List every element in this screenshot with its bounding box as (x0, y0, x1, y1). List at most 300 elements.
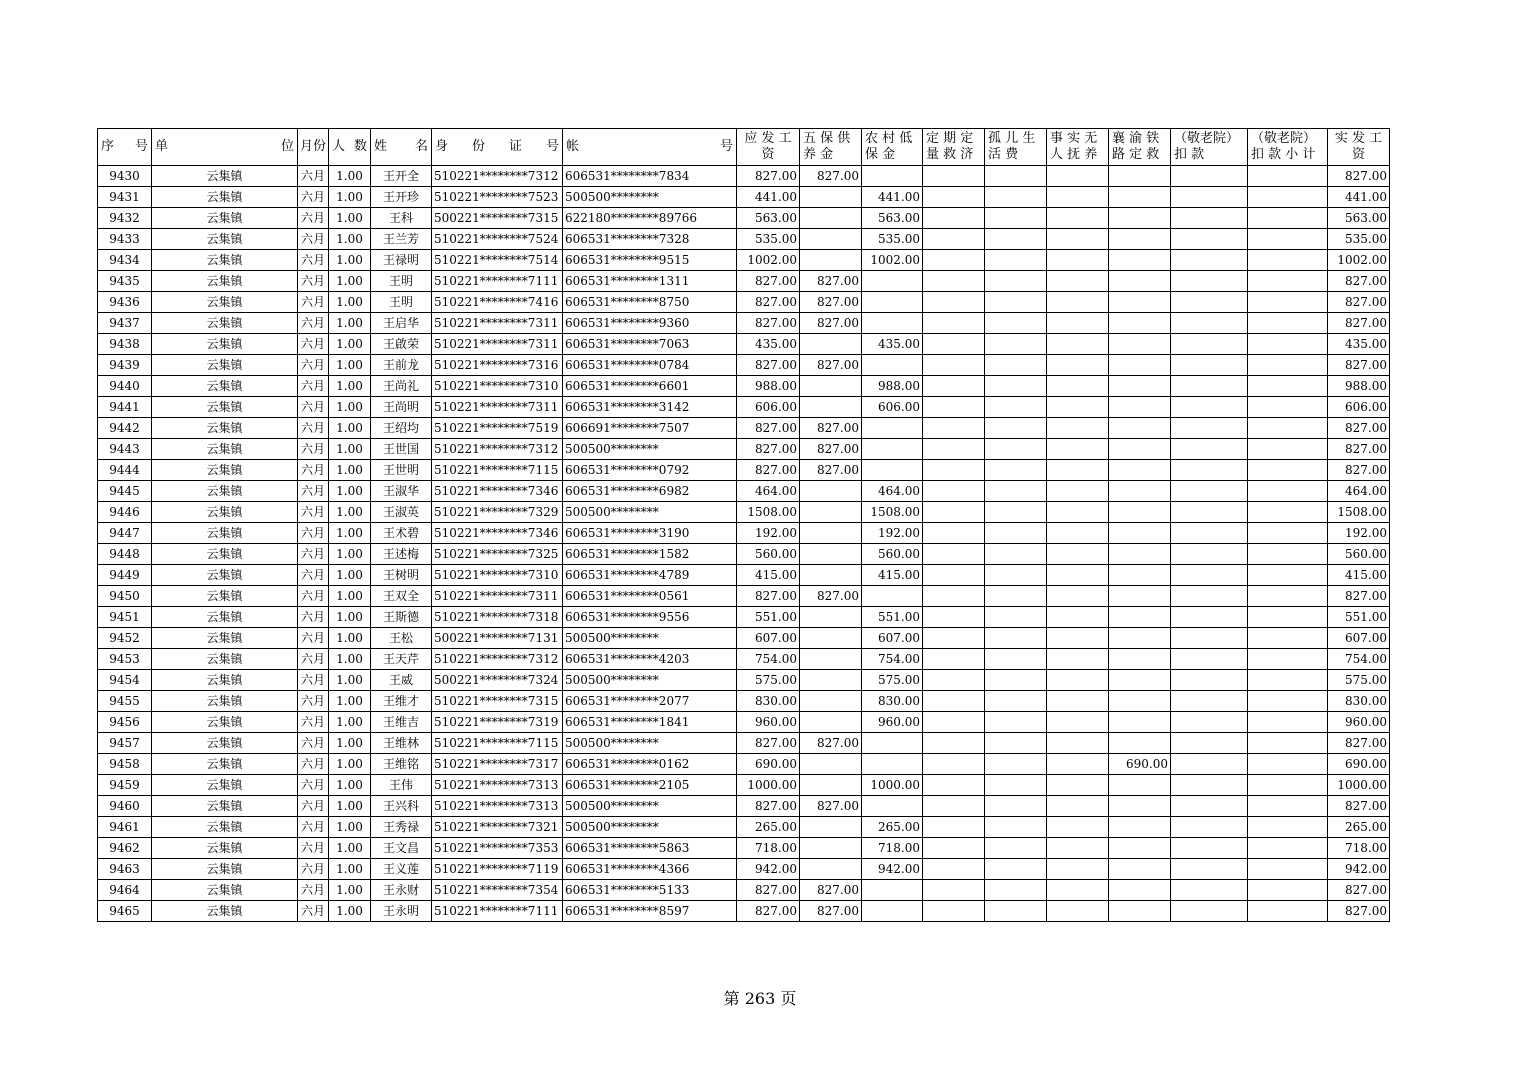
cell-jinglao-subtotal (1248, 607, 1328, 628)
cell-name: 王开全 (371, 166, 432, 187)
cell-guer (985, 460, 1047, 481)
cell-salary: 607.00 (737, 628, 800, 649)
cell-salary: 754.00 (737, 649, 800, 670)
cell-seq: 9433 (98, 229, 152, 250)
cell-shishi (1047, 544, 1109, 565)
cell-dibao (862, 460, 923, 481)
cell-people: 1.00 (329, 670, 371, 691)
cell-account: 606531********6982 (563, 481, 737, 502)
cell-dingliang (923, 880, 985, 901)
cell-account: 500500******** (563, 817, 737, 838)
cell-guer (985, 628, 1047, 649)
cell-shishi (1047, 586, 1109, 607)
cell-month: 六月 (298, 754, 329, 775)
cell-seq: 9437 (98, 313, 152, 334)
cell-account: 606531********9360 (563, 313, 737, 334)
cell-dingliang (923, 649, 985, 670)
cell-salary: 988.00 (737, 376, 800, 397)
cell-shishi (1047, 376, 1109, 397)
cell-name: 王术碧 (371, 523, 432, 544)
cell-unit: 云集镇 (152, 691, 298, 712)
cell-jinglao-subtotal (1248, 691, 1328, 712)
cell-wubao: 827.00 (800, 292, 862, 313)
cell-xiangyu (1109, 544, 1171, 565)
cell-actual: 827.00 (1328, 166, 1390, 187)
cell-jinglao-deduction (1171, 838, 1248, 859)
cell-account: 606531********3190 (563, 523, 737, 544)
cell-seq: 9454 (98, 670, 152, 691)
cell-jinglao-deduction (1171, 376, 1248, 397)
cell-month: 六月 (298, 502, 329, 523)
cell-name: 王尚礼 (371, 376, 432, 397)
cell-shishi (1047, 292, 1109, 313)
cell-unit: 云集镇 (152, 166, 298, 187)
cell-xiangyu (1109, 880, 1171, 901)
cell-id: 510221********7319 (432, 712, 563, 733)
cell-jinglao-deduction (1171, 250, 1248, 271)
relief-payment-table (97, 128, 1390, 922)
cell-jinglao-deduction (1171, 418, 1248, 439)
cell-id: 510221********7321 (432, 817, 563, 838)
cell-guer (985, 250, 1047, 271)
cell-unit: 云集镇 (152, 460, 298, 481)
cell-dingliang (923, 523, 985, 544)
cell-name: 王永财 (371, 880, 432, 901)
cell-people: 1.00 (329, 691, 371, 712)
cell-guer (985, 838, 1047, 859)
cell-name: 王禄明 (371, 250, 432, 271)
cell-actual: 827.00 (1328, 355, 1390, 376)
cell-seq: 9447 (98, 523, 152, 544)
cell-salary: 827.00 (737, 901, 800, 922)
cell-account: 606531********2077 (563, 691, 737, 712)
cell-shishi (1047, 418, 1109, 439)
cell-wubao: 827.00 (800, 355, 862, 376)
cell-actual: 606.00 (1328, 397, 1390, 418)
cell-actual: 1000.00 (1328, 775, 1390, 796)
cell-jinglao-subtotal (1248, 859, 1328, 880)
table-row (98, 901, 1390, 922)
cell-jinglao-subtotal (1248, 523, 1328, 544)
cell-salary: 441.00 (737, 187, 800, 208)
cell-xiangyu (1109, 775, 1171, 796)
cell-account: 606531********0784 (563, 355, 737, 376)
cell-month: 六月 (298, 355, 329, 376)
cell-dingliang (923, 817, 985, 838)
table-row (98, 271, 1390, 292)
cell-month: 六月 (298, 817, 329, 838)
cell-jinglao-deduction (1171, 292, 1248, 313)
cell-jinglao-deduction (1171, 880, 1248, 901)
cell-xiangyu: 690.00 (1109, 754, 1171, 775)
header-shishi: 事 实 无 人 抚 养 (1047, 129, 1109, 166)
cell-month: 六月 (298, 628, 329, 649)
cell-jinglao-subtotal (1248, 649, 1328, 670)
cell-unit: 云集镇 (152, 481, 298, 502)
cell-id: 510221********7313 (432, 775, 563, 796)
cell-people: 1.00 (329, 859, 371, 880)
cell-jinglao-subtotal (1248, 187, 1328, 208)
cell-dingliang (923, 754, 985, 775)
header-dingliang: 定 期 定 量 救 济 (923, 129, 985, 166)
cell-xiangyu (1109, 733, 1171, 754)
cell-account: 606531********4789 (563, 565, 737, 586)
cell-salary: 1508.00 (737, 502, 800, 523)
table-row (98, 859, 1390, 880)
cell-dibao: 415.00 (862, 565, 923, 586)
cell-shishi (1047, 313, 1109, 334)
header-name: 姓 名 (371, 129, 432, 166)
cell-name: 王淑英 (371, 502, 432, 523)
cell-salary: 690.00 (737, 754, 800, 775)
cell-jinglao-subtotal (1248, 271, 1328, 292)
cell-dingliang (923, 691, 985, 712)
cell-jinglao-deduction (1171, 502, 1248, 523)
cell-shishi (1047, 628, 1109, 649)
cell-name: 王启华 (371, 313, 432, 334)
cell-id: 510221********7115 (432, 733, 563, 754)
cell-account: 500500******** (563, 796, 737, 817)
cell-salary: 563.00 (737, 208, 800, 229)
cell-salary: 575.00 (737, 670, 800, 691)
cell-actual: 265.00 (1328, 817, 1390, 838)
cell-wubao: 827.00 (800, 313, 862, 334)
cell-name: 王义莲 (371, 859, 432, 880)
cell-wubao: 827.00 (800, 586, 862, 607)
cell-shishi (1047, 250, 1109, 271)
cell-account: 606531********6601 (563, 376, 737, 397)
cell-id: 500221********7315 (432, 208, 563, 229)
header-actual: 实 发 工 资 (1328, 129, 1390, 166)
cell-month: 六月 (298, 208, 329, 229)
cell-seq: 9449 (98, 565, 152, 586)
cell-account: 500500******** (563, 733, 737, 754)
cell-jinglao-deduction (1171, 649, 1248, 670)
cell-month: 六月 (298, 397, 329, 418)
cell-salary: 827.00 (737, 166, 800, 187)
cell-salary: 435.00 (737, 334, 800, 355)
cell-actual: 415.00 (1328, 565, 1390, 586)
cell-month: 六月 (298, 796, 329, 817)
cell-seq: 9445 (98, 481, 152, 502)
cell-jinglao-subtotal (1248, 418, 1328, 439)
cell-unit: 云集镇 (152, 502, 298, 523)
cell-xiangyu (1109, 712, 1171, 733)
cell-unit: 云集镇 (152, 187, 298, 208)
cell-jinglao-deduction (1171, 607, 1248, 628)
cell-wubao (800, 187, 862, 208)
cell-guer (985, 544, 1047, 565)
cell-name: 王斯德 (371, 607, 432, 628)
cell-actual: 1508.00 (1328, 502, 1390, 523)
cell-actual: 551.00 (1328, 607, 1390, 628)
table-row (98, 523, 1390, 544)
cell-jinglao-subtotal (1248, 229, 1328, 250)
cell-dingliang (923, 586, 985, 607)
cell-id: 510221********7316 (432, 355, 563, 376)
cell-id: 510221********7329 (432, 502, 563, 523)
cell-shishi (1047, 502, 1109, 523)
cell-guer (985, 397, 1047, 418)
cell-wubao (800, 754, 862, 775)
cell-seq: 9439 (98, 355, 152, 376)
cell-wubao: 827.00 (800, 901, 862, 922)
cell-dingliang (923, 544, 985, 565)
cell-seq: 9461 (98, 817, 152, 838)
cell-unit: 云集镇 (152, 376, 298, 397)
cell-account: 622180********89766 (563, 208, 737, 229)
cell-unit: 云集镇 (152, 712, 298, 733)
cell-dingliang (923, 712, 985, 733)
cell-seq: 9457 (98, 733, 152, 754)
cell-people: 1.00 (329, 313, 371, 334)
cell-account: 500500******** (563, 670, 737, 691)
cell-people: 1.00 (329, 880, 371, 901)
table-row (98, 229, 1390, 250)
cell-id: 510221********7311 (432, 397, 563, 418)
cell-account: 606531********0792 (563, 460, 737, 481)
cell-unit: 云集镇 (152, 544, 298, 565)
cell-salary: 192.00 (737, 523, 800, 544)
cell-shishi (1047, 754, 1109, 775)
cell-account: 606531********2105 (563, 775, 737, 796)
cell-jinglao-deduction (1171, 817, 1248, 838)
cell-jinglao-subtotal (1248, 502, 1328, 523)
cell-guer (985, 712, 1047, 733)
table-row (98, 775, 1390, 796)
cell-dingliang (923, 208, 985, 229)
cell-dibao: 718.00 (862, 838, 923, 859)
cell-seq: 9451 (98, 607, 152, 628)
cell-seq: 9441 (98, 397, 152, 418)
cell-guer (985, 607, 1047, 628)
header-dibao: 农 村 低 保 金 (862, 129, 923, 166)
cell-account: 606531********4203 (563, 649, 737, 670)
cell-xiangyu (1109, 502, 1171, 523)
cell-salary: 718.00 (737, 838, 800, 859)
cell-id: 510221********7354 (432, 880, 563, 901)
cell-unit: 云集镇 (152, 649, 298, 670)
cell-dingliang (923, 502, 985, 523)
cell-seq: 9455 (98, 691, 152, 712)
cell-seq: 9463 (98, 859, 152, 880)
cell-actual: 960.00 (1328, 712, 1390, 733)
cell-guer (985, 523, 1047, 544)
cell-dibao (862, 901, 923, 922)
header-salary: 应 发 工 资 (737, 129, 800, 166)
table-row (98, 796, 1390, 817)
cell-account: 606531********8597 (563, 901, 737, 922)
cell-id: 500221********7131 (432, 628, 563, 649)
cell-jinglao-subtotal (1248, 733, 1328, 754)
cell-unit: 云集镇 (152, 271, 298, 292)
cell-xiangyu (1109, 208, 1171, 229)
cell-shishi (1047, 271, 1109, 292)
cell-account: 606531********3142 (563, 397, 737, 418)
cell-account: 606531********7063 (563, 334, 737, 355)
cell-dingliang (923, 565, 985, 586)
cell-jinglao-subtotal (1248, 376, 1328, 397)
cell-dibao (862, 439, 923, 460)
cell-jinglao-deduction (1171, 565, 1248, 586)
cell-xiangyu (1109, 670, 1171, 691)
cell-jinglao-deduction (1171, 481, 1248, 502)
cell-actual: 754.00 (1328, 649, 1390, 670)
cell-seq: 9465 (98, 901, 152, 922)
cell-id: 510221********7312 (432, 166, 563, 187)
cell-salary: 827.00 (737, 439, 800, 460)
cell-people: 1.00 (329, 187, 371, 208)
cell-id: 510221********7311 (432, 334, 563, 355)
cell-name: 王世国 (371, 439, 432, 460)
cell-dibao (862, 586, 923, 607)
cell-seq: 9436 (98, 292, 152, 313)
cell-month: 六月 (298, 670, 329, 691)
cell-id: 510221********7312 (432, 649, 563, 670)
table-row (98, 250, 1390, 271)
cell-month: 六月 (298, 166, 329, 187)
cell-unit: 云集镇 (152, 355, 298, 376)
cell-id: 510221********7115 (432, 460, 563, 481)
cell-dibao: 551.00 (862, 607, 923, 628)
cell-name: 王尚明 (371, 397, 432, 418)
cell-jinglao-deduction (1171, 166, 1248, 187)
cell-seq: 9430 (98, 166, 152, 187)
cell-dingliang (923, 796, 985, 817)
cell-wubao: 827.00 (800, 439, 862, 460)
cell-unit: 云集镇 (152, 208, 298, 229)
cell-salary: 827.00 (737, 460, 800, 481)
cell-shishi (1047, 733, 1109, 754)
cell-jinglao-deduction (1171, 208, 1248, 229)
table-row (98, 691, 1390, 712)
cell-jinglao-subtotal (1248, 565, 1328, 586)
cell-shishi (1047, 523, 1109, 544)
cell-people: 1.00 (329, 208, 371, 229)
cell-jinglao-deduction (1171, 670, 1248, 691)
cell-jinglao-subtotal (1248, 775, 1328, 796)
cell-month: 六月 (298, 229, 329, 250)
cell-people: 1.00 (329, 775, 371, 796)
cell-dibao (862, 271, 923, 292)
cell-dibao: 942.00 (862, 859, 923, 880)
cell-shishi (1047, 355, 1109, 376)
cell-jinglao-subtotal (1248, 481, 1328, 502)
cell-unit: 云集镇 (152, 796, 298, 817)
cell-wubao (800, 691, 862, 712)
cell-account: 606531********0162 (563, 754, 737, 775)
cell-id: 510221********7318 (432, 607, 563, 628)
cell-xiangyu (1109, 166, 1171, 187)
cell-people: 1.00 (329, 502, 371, 523)
table-row (98, 649, 1390, 670)
cell-dibao: 607.00 (862, 628, 923, 649)
cell-shishi (1047, 880, 1109, 901)
cell-id: 510221********7346 (432, 523, 563, 544)
cell-account: 606531********9515 (563, 250, 737, 271)
cell-month: 六月 (298, 460, 329, 481)
cell-salary: 560.00 (737, 544, 800, 565)
cell-account: 500500******** (563, 187, 737, 208)
cell-guer (985, 733, 1047, 754)
cell-shishi (1047, 397, 1109, 418)
cell-people: 1.00 (329, 439, 371, 460)
cell-xiangyu (1109, 565, 1171, 586)
cell-unit: 云集镇 (152, 334, 298, 355)
cell-dibao (862, 313, 923, 334)
cell-month: 六月 (298, 565, 329, 586)
cell-seq: 9450 (98, 586, 152, 607)
cell-month: 六月 (298, 271, 329, 292)
cell-jinglao-deduction (1171, 859, 1248, 880)
cell-id: 510221********7325 (432, 544, 563, 565)
cell-guer (985, 859, 1047, 880)
cell-people: 1.00 (329, 607, 371, 628)
table-row (98, 313, 1390, 334)
cell-shishi (1047, 187, 1109, 208)
cell-seq: 9456 (98, 712, 152, 733)
cell-wubao (800, 229, 862, 250)
cell-actual: 827.00 (1328, 313, 1390, 334)
cell-month: 六月 (298, 775, 329, 796)
cell-seq: 9448 (98, 544, 152, 565)
cell-dibao (862, 880, 923, 901)
cell-account: 606531********7834 (563, 166, 737, 187)
cell-xiangyu (1109, 229, 1171, 250)
cell-dibao: 265.00 (862, 817, 923, 838)
cell-shishi (1047, 229, 1109, 250)
cell-xiangyu (1109, 838, 1171, 859)
cell-salary: 827.00 (737, 313, 800, 334)
cell-guer (985, 502, 1047, 523)
cell-unit: 云集镇 (152, 628, 298, 649)
cell-id: 510221********7416 (432, 292, 563, 313)
cell-id: 500221********7324 (432, 670, 563, 691)
cell-month: 六月 (298, 292, 329, 313)
cell-account: 500500******** (563, 628, 737, 649)
cell-xiangyu (1109, 586, 1171, 607)
cell-seq: 9440 (98, 376, 152, 397)
cell-xiangyu (1109, 796, 1171, 817)
cell-month: 六月 (298, 712, 329, 733)
cell-people: 1.00 (329, 355, 371, 376)
cell-people: 1.00 (329, 754, 371, 775)
cell-jinglao-subtotal (1248, 544, 1328, 565)
cell-name: 王开珍 (371, 187, 432, 208)
cell-xiangyu (1109, 607, 1171, 628)
cell-jinglao-deduction (1171, 439, 1248, 460)
cell-month: 六月 (298, 544, 329, 565)
cell-dibao: 464.00 (862, 481, 923, 502)
cell-name: 王维才 (371, 691, 432, 712)
cell-actual: 827.00 (1328, 901, 1390, 922)
cell-unit: 云集镇 (152, 859, 298, 880)
cell-dibao: 606.00 (862, 397, 923, 418)
cell-jinglao-subtotal (1248, 796, 1328, 817)
cell-people: 1.00 (329, 544, 371, 565)
cell-name: 王淑华 (371, 481, 432, 502)
cell-xiangyu (1109, 376, 1171, 397)
header-xiangyu: 襄 渝 铁 路 定 救 (1109, 129, 1171, 166)
cell-account: 606531********1841 (563, 712, 737, 733)
cell-dibao (862, 733, 923, 754)
cell-shishi (1047, 649, 1109, 670)
cell-guer (985, 418, 1047, 439)
cell-shishi (1047, 712, 1109, 733)
table-row (98, 670, 1390, 691)
header-id: 身 份 证 号 (432, 129, 563, 166)
cell-jinglao-subtotal (1248, 670, 1328, 691)
